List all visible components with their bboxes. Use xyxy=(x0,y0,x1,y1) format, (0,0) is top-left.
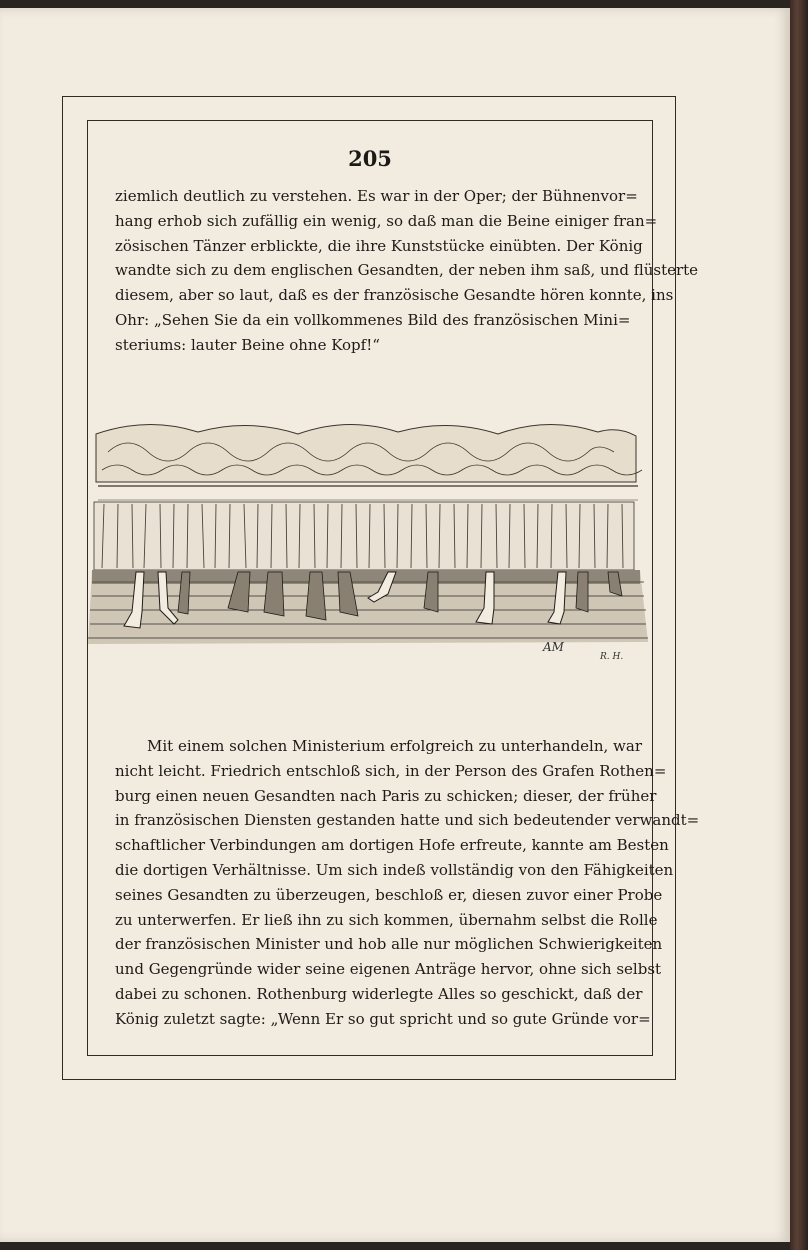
artist-monogram: AM xyxy=(543,640,564,654)
text-line: hang erhob sich zufällig ein wenig, so daß man die Beine einiger fran= xyxy=(115,211,658,230)
text-line: ziemlich deutlich zu verstehen. Es war in der Oper; der Bühnenvor= xyxy=(115,187,638,205)
text-block-top xyxy=(115,184,699,358)
engraver-mark: R. H. xyxy=(600,652,624,662)
text-line: seines Gesandten zu überzeugen, beschloß er, diesen zuvor einer Probe xyxy=(115,885,663,904)
text-line: und Gegengründe wider seine eigenen Anträge hervor, ohne sich selbst xyxy=(115,960,662,979)
text-line: der französischen Minister und hob alle nur möglichen Schwierigkeiten xyxy=(115,935,663,954)
text-block-bottom xyxy=(115,734,700,1032)
text-line: steriums: lauter Beine ohne Kopf!“ xyxy=(115,335,380,354)
text-line: burg einen neuen Gesandten nach Paris zu schicken; dieser, der früher xyxy=(115,786,657,805)
text-line: die dortigen Verhältnisse. Um sich indeß vollständig von den Fähigkeiten xyxy=(115,860,674,879)
text-line: dabei zu schonen. Rothenburg widerlegte Alles so geschickt, daß der xyxy=(115,984,643,1003)
text-line: in französischen Diensten gestanden hatte und sich bedeutender verwandt= xyxy=(115,811,700,830)
page-number: 205 xyxy=(348,146,392,171)
text-line: zösischen Tänzer erblickte, die ihre Kunststücke einübten. Der König xyxy=(115,236,643,255)
text-line: Mit einem solchen Ministerium erfolgreich zu unterhandeln, war xyxy=(147,737,643,755)
text-line: Ohr: „Sehen Sie da ein vollkommenes Bild des französischen Mini= xyxy=(115,310,631,329)
engraving-curtain-legs-icon xyxy=(88,412,652,672)
text-line: zu unterwerfen. Er ließ ihn zu sich kommen, übernahm selbst die Rolle xyxy=(115,910,658,929)
text-line: wandte sich zu dem englischen Gesandten, der neben ihm saß, und flüsterte xyxy=(115,261,699,280)
book-spine xyxy=(790,0,808,1250)
text-line: diesem, aber so laut, daß es der französische Gesandte hören konnte, ins xyxy=(115,286,674,305)
text-line: schaftlicher Verbindungen am dortigen Hofe erfreute, kannte am Besten xyxy=(115,836,669,855)
text-line: König zuletzt sagte: „Wenn Er so gut spricht und so gute Gründe vor= xyxy=(115,1009,651,1028)
text-line: nicht leicht. Friedrich entschloß sich, in der Person des Grafen Rothen= xyxy=(115,761,667,780)
